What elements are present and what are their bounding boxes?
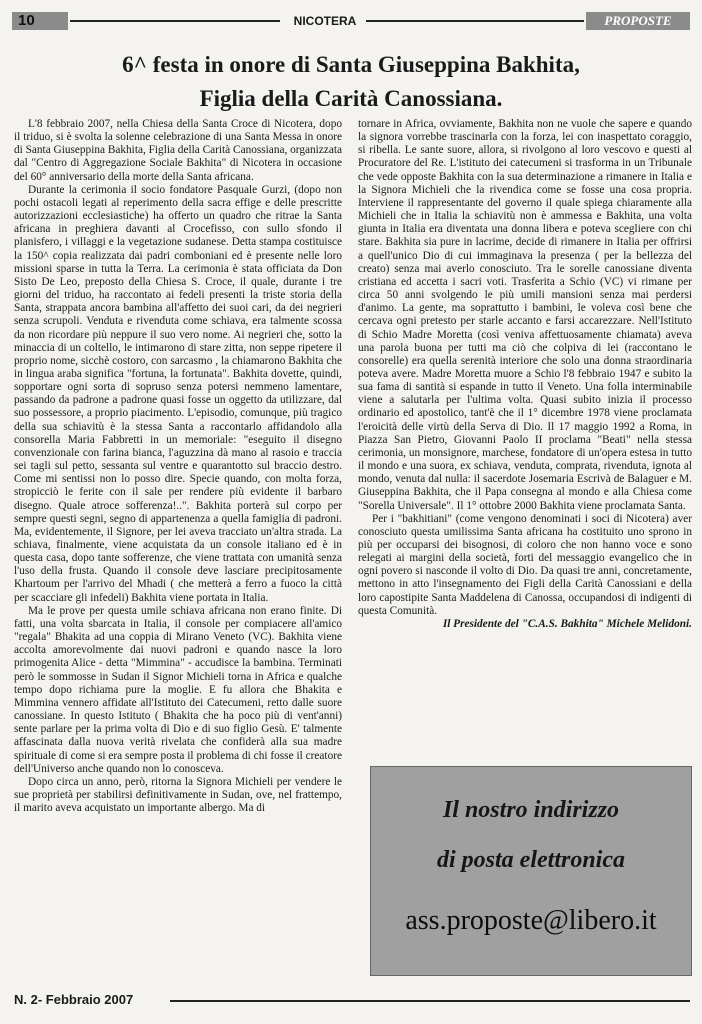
paragraph: tornare in Africa, ovviamente, Bakhita non ne vuole che sapere e quando la signora vorrebbe trascinarla con la forza, lei con inaspettato coraggio, si ribella. Le sante suore, allora, si rivolgono al loro vescovo e questi al Procuratore del Re. L'istituto dei catecumeni si trasforma in un Tribunale che vede opposte Bakhita con la sua determinazione a rimanere in Italia e la Signora Michieli che la rivendica come se fosse una cosa propria. Interviene il rappresentante del governo il quale spiega chiaramente alla Michieli che in Italia la schiavitù non è ammessa e Bakhita, una volta giunta in Italia era diventata una donna libera e poteva scegliere con chi stare. Bakhita sia pure in lacrime, decide di rimanere in Italia per offrirsi a quell'unico Dio di cui immaginava la presenza ( per la bellezza del creato) senza mai averlo conosciuto. Tra le sorelle canossiane diventa cristiana ed accetta i sacri voti. Trasferita a Schio (VC) vi rimane per circa 50 anni svolgendo le più umili mansioni senza mai perdersi d'animo. La gente, ma soprattutto i bambini, le voleva così bene che cercava ogni pretesto per starle accanto e farsi accarezzare. Nell'Istituto di Schio Madre Moretta (così veniva affettuosamente chiamata) aveva una parola buona per tutti ma ciò che colpiva di lei (raccontano le consorelle) era quella serenità interiore che solo una donna straordinaria poteva avere. Madre Moretta muore a Schio l'8 febbraio 1947 e subito la sua fama di santità si espande in tutto il Veneto. Una folla interminabile viene a salutarla per l'ultima volta. Quasi subito inizia il processo ordinario ed apostolico, tant'è che il 1° dicembre 1978 viene proclamata l'eroicità delle virtù della Serva di Dio. Il 17 maggio 1992 a Roma, in Piazza San Pietro, Giovanni Paolo II proclama "Beati" nella stessa cerimonia, un monsignore, marchese, fondatore di un'opera estesa in tutto il mondo e una suora, ex schiava, venduta, comprata, rivenduta, ignota al mondo, venuta dal nulla: il sacerdote Josemaria Escrivà de Balaguer e M. Giuseppina Bakhita, che il Papa consegna al mondo e alla Chiesa come "Sorella Universale". Il 1° ottobre 2000 Bakhita viene proclamata Santa. <box>358 118 692 512</box>
paragraph: Dopo circa un anno, però, ritorna la Signora Michieli per vendere le sue proprietà per stabilirsi definitivamente in Sudan, ove, nel frattempo, il marito aveva acquistato un importante albergo. Ma di <box>14 775 342 815</box>
article-title-line2: Figlia della Carità Canossiana. <box>199 86 503 111</box>
paragraph: Per i "bakhitiani" (come vengono denominati i soci di Nicotera) aver conosciuto questa umilissima Santa africana ha costituito uno sprono in più per occuparsi dei bisognosi, di coloro che non hanno voce e sono relegati ai margini della società, forti del messaggio evangelico che in ogni povero si nasconde il volto di Dio. Da quasi tre anni, concretamente, mettono in atto l'insegnamento dei Figli della Carità Canossiani e della loro capostipite Santa Maddelena di Canossa, occupandosi di indigenti di questa Comunità. <box>358 512 692 617</box>
page-header <box>0 12 702 34</box>
header-rule-left <box>70 20 280 22</box>
footer-rule <box>170 1000 690 1002</box>
page-number: 10 <box>12 12 68 30</box>
paragraph: Durante la cerimonia il socio fondatore Pasquale Gurzi, (dopo non pochi ostacoli legati al reperimento della sacra effige e delle prescritte autorizzazioni ecclesiastiche) ha offerto un quadro che ritrae la Santa africana in preghiera davanti al Crocefisso, con sullo sfondo il planisfero, i villaggi e la vegetazione sudanese. Detta stampa costituisce la 150^ copia realizzata dai padri comboniani ed è presente nelle loro missioni sparse in tutta la Terra. La cerimonia è stata officiata da Don Sisto De Leo, preposto della Chiesa S. Croce, il quale, durante i tre giorni del triduo, ha raccontato ai fedeli presenti la triste storia della Santa, strappata ancora bambina all'affetto dei suoi cari, da dei negrieri senza scrupoli. Venduta e rivenduta come schiava, era talmente scossa da non ricordare più neppure il suo vero nome. Ai negrieri che, sotto la minaccia di un coltello, le intimarono di stare zitta, non seppe ripetere il proprio nome, sicchè costoro, con sarcasmo , la chiamarono Bakhita che in lingua araba significa "fortuna, la fortunata". Bakhita dovette, quindi, sopportare ogni sorta di sopruso senza potersi nemmeno lamentare, passando da padrone a padrone quasi fosse un oggetto da utilizzare, dal suo possessore, a proprio piacimento. L'episodio, comunque, più tragico della sua schiavitù è la stessa Santa a raccontarlo affidandolo alla consorella Maria Fabbretti in un memoriale: "eseguito il disegno convenzionale con farina bianca, l'aguzzina dà mano al rasoio e traccia sei tagli sul petto, sessanta sul ventre e quarantotto sul braccio destro. Come mi sentissi non lo posso dire. Specie quando, con molta forza, stropicciò le ferite con il sale per rendere più evidente il barbaro disegno. Quale atroce sofferenza!..". Bakhita porterà sul corpo per sempre questi segni, segno di appartenenza a quella famiglia di padroni. Ma, evidentemente, il Signore, per lei aveva tracciato un'altra strada. La schiava, finalmente, viene acquistata da un console italiano ed è in questa casa, dopo tante sofferenze, che viene trattata con umanità senza l'uso della frusta. Quando il console deve lasciare precipitosamente Khartoum per l'arrivo del Mhadi ( che metterà a ferro a fuoco la città per scacciare gli infedeli) Bakhita viene portata in Italia. <box>14 183 342 604</box>
article-title-line1: 6^ festa in onore di Santa Giuseppina Bakhita, <box>122 52 580 77</box>
magazine-name: NICOTERA <box>293 14 357 28</box>
section-label: PROPOSTE <box>586 12 690 30</box>
article-column-right <box>358 118 692 768</box>
issue-label: N. 2- Febbraio 2007 <box>14 992 134 1007</box>
email-heading-line2: di posta elettronica <box>437 847 625 873</box>
article-signature: Il Presidente del "C.A.S. Bakhita" Michele Melidoni. <box>442 617 692 630</box>
email-address[interactable]: ass.proposte@libero.it <box>405 905 657 936</box>
paragraph: Ma le prove per questa umile schiava africana non erano finite. Di fatti, una volta sbarcata in Italia, il console per compiacere all'amico "regala" Bhakita ad una coppia di Mirano Veneto (VC). Bakhita viene accolta amorevolmente dai nuovi padroni e quando nasce la loro primogenita Alice - detta "Mimmina" - accudisce la bambina. Terminati però le sommosse in Sudan il Signor Michieli torna in Africa e qualche tempo dopo richiama pure la moglie. E fu allora che Bhakita e Mimmina vennero affidate all'Istituto dei Catecumeni, retto dalle suore canossiane. In questo Istituto ( Bhakita che ha poco più di vent'anni) sente parlare per la prima volta di Dio e di suo figlio Gesù. E' talmente affascinata dalla nuova verità rivelata che confiderà alla sua madre spirituale di come si era sempre posta il problema di chi fosse il creatore dell'Universo anche quando non lo conosceva. <box>14 604 342 775</box>
header-rule-right <box>366 20 584 22</box>
email-box <box>370 766 692 976</box>
paragraph: L'8 febbraio 2007, nella Chiesa della Santa Croce di Nicotera, dopo il triduo, si è svolta la solenne celebrazione di una Santa Messa in onore di Santa Giuseppina Bakhita, Figlia della Carità Canossiana, organizzata dal "Centro di Aggregazione Sociale Bakhita" di Nicotera in occasione del 60° anniversario della morte della Santa africana. <box>14 118 342 183</box>
email-heading-line1: Il nostro indirizzo <box>442 797 620 823</box>
article-column-left <box>14 118 342 926</box>
article-title <box>20 48 682 116</box>
